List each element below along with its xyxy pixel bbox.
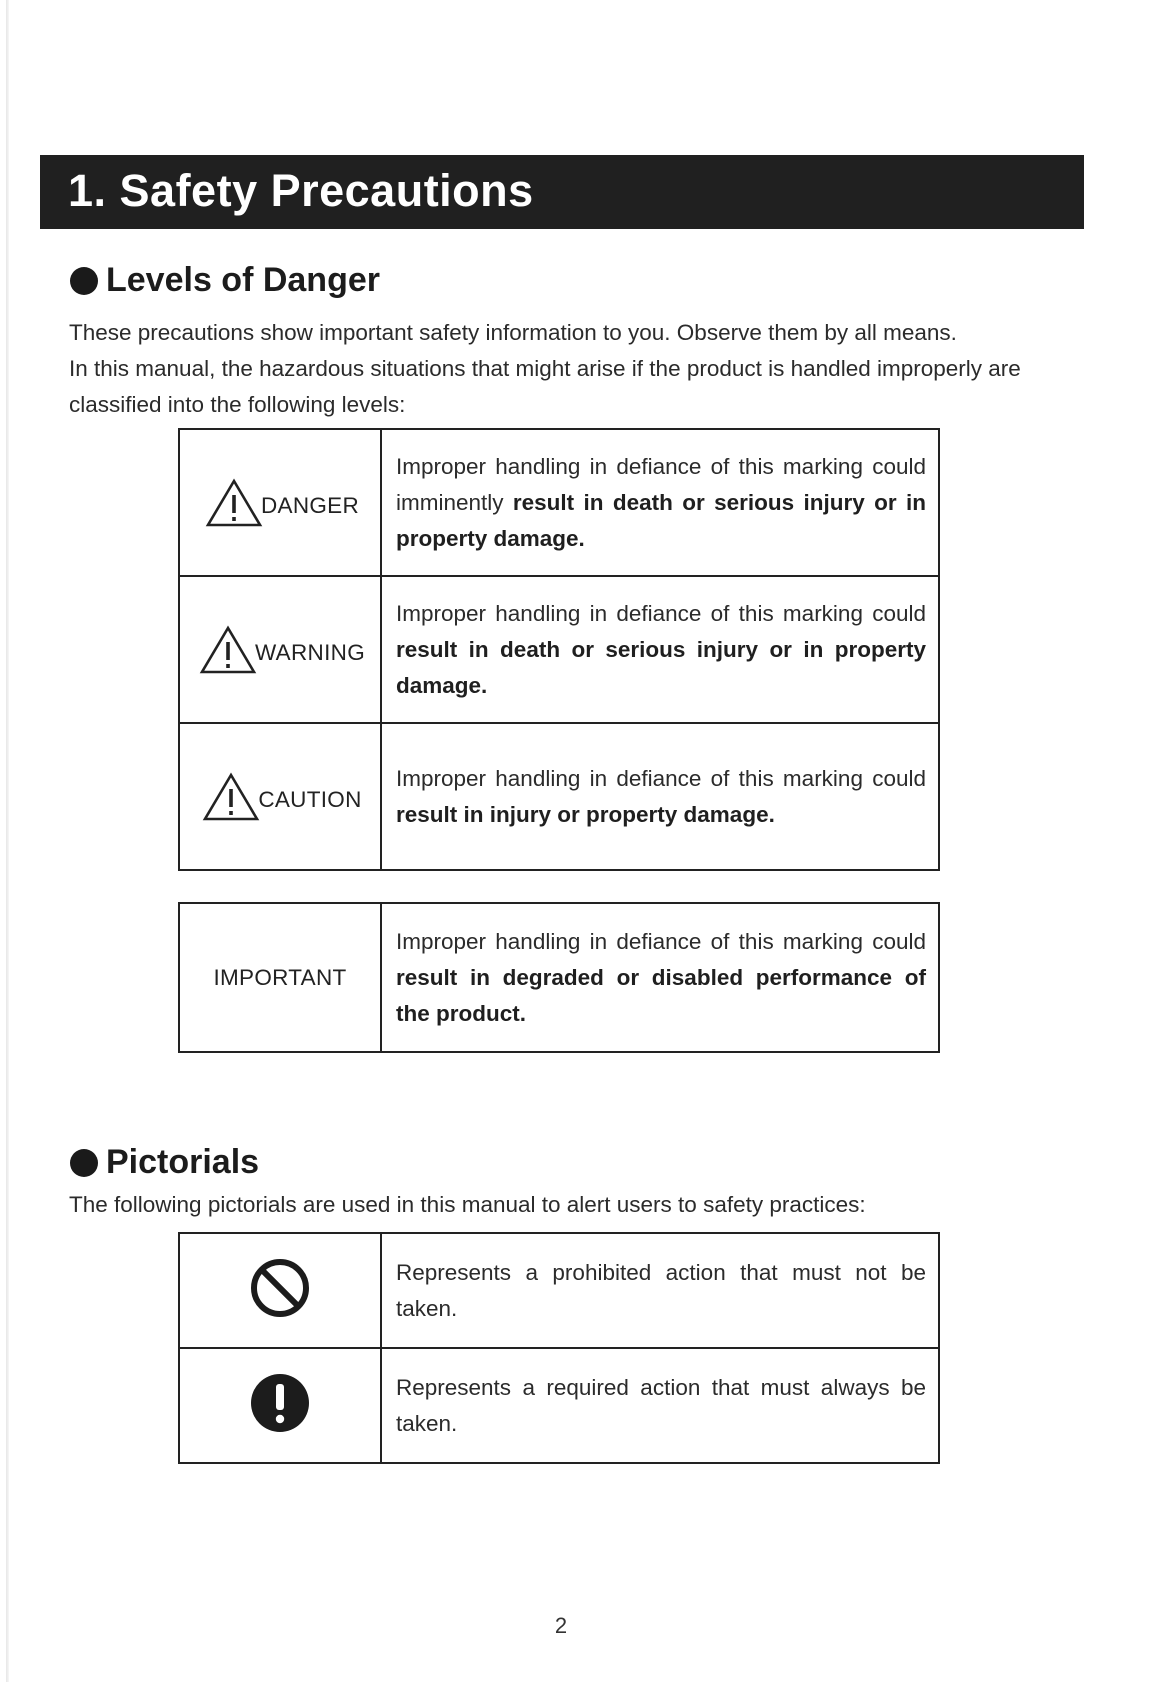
warning-triangle-icon <box>202 772 260 822</box>
warning-triangle-icon <box>199 625 257 675</box>
prohibited-icon <box>249 1257 311 1319</box>
danger-description <box>381 429 939 576</box>
page-number: 2 <box>554 1613 568 1638</box>
warning-text-plain: Improper handling in defiance of this marking could <box>396 600 926 626</box>
pictorials-title: Pictorials <box>106 1143 260 1181</box>
mandatory-row <box>179 1348 939 1463</box>
levels-of-danger-heading <box>70 261 380 300</box>
caution-text-plain: Improper handling in defiance of this marking could <box>396 765 926 791</box>
important-row <box>179 903 939 1052</box>
bullet-icon <box>70 1149 98 1177</box>
caution-text-bold: result in injury or property damage. <box>396 801 775 827</box>
danger-levels-table <box>178 428 940 871</box>
danger-label: DANGER <box>260 492 360 518</box>
important-table <box>178 902 940 1053</box>
caution-description <box>381 723 939 870</box>
levels-intro-line-3: classified into the following levels: <box>69 392 406 417</box>
pictorials-table <box>178 1232 940 1464</box>
mandatory-action-icon <box>249 1372 311 1434</box>
levels-of-danger-title: Levels of Danger <box>106 261 380 299</box>
important-label: IMPORTANT <box>213 964 347 990</box>
danger-label-cell <box>179 429 381 576</box>
warning-description <box>381 576 939 723</box>
bullet-icon <box>70 267 98 295</box>
pictorials-heading <box>70 1143 259 1182</box>
important-label-cell <box>179 903 381 1052</box>
levels-intro-line-2: In this manual, the hazardous situations that might arise if the product is handled improperly are <box>69 356 1021 381</box>
caution-label-cell <box>179 723 381 870</box>
important-text-plain: Improper handling in defiance of this marking could <box>396 928 926 954</box>
warning-text-bold: result in death or serious injury or in property damage. <box>396 636 926 698</box>
prohibited-description: Represents a prohibited action that must not be taken. <box>381 1233 939 1348</box>
warning-row <box>179 576 939 723</box>
danger-row <box>179 429 939 576</box>
important-text-bold: result in degraded or disabled performance of the product. <box>396 964 926 1026</box>
warning-triangle-icon <box>205 478 263 528</box>
page-title: 1. Safety Precautions <box>68 165 534 216</box>
danger-text-bold: result in death or serious injury or in property damage. <box>396 489 926 551</box>
warning-label: WARNING <box>254 639 365 665</box>
prohibited-row <box>179 1233 939 1348</box>
mandatory-description: Represents a required action that must always be taken. <box>381 1348 939 1463</box>
important-description <box>381 903 939 1052</box>
danger-text-plain: Improper handling in defiance of this marking could imminently <box>396 453 926 515</box>
caution-label: CAUTION <box>258 786 362 812</box>
levels-intro-line-1: These precautions show important safety information to you. Observe them by all means. <box>69 320 957 345</box>
title-bar <box>40 155 1084 229</box>
scan-edge <box>6 0 9 1682</box>
mandatory-icon-cell <box>179 1348 381 1463</box>
pictorials-intro: The following pictorials are used in this manual to alert users to safety practices: <box>69 1192 866 1217</box>
caution-row <box>179 723 939 870</box>
warning-label-cell <box>179 576 381 723</box>
prohibited-icon-cell <box>179 1233 381 1348</box>
